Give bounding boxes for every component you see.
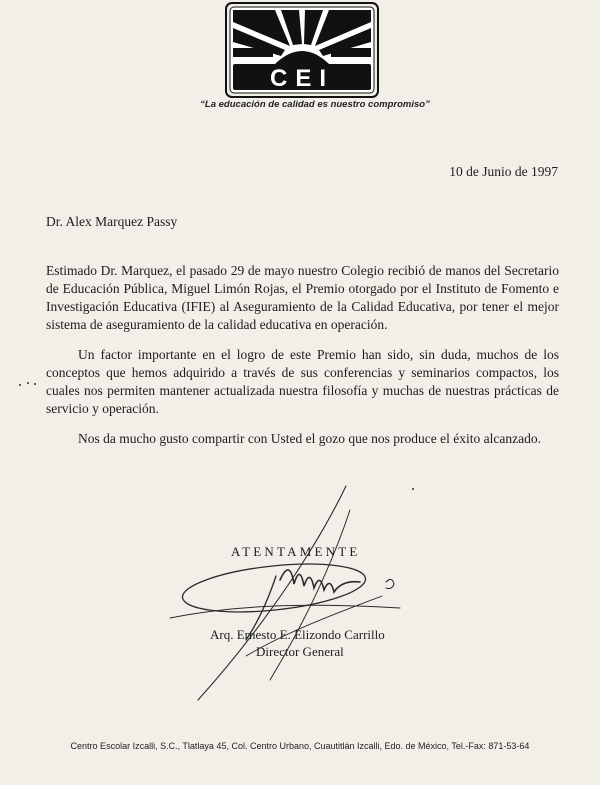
handwritten-signature — [150, 480, 450, 710]
closing: ATENTAMENTE — [231, 544, 361, 559]
cei-logo — [225, 2, 379, 98]
recipient: Dr. Alex Marquez Passy — [46, 214, 178, 229]
paragraph-1: Estimado Dr. Marquez, el pasado 29 de mayo nuestro Colegio recibió de manos del Secretario de Educación Pública, Miguel Limón Rojas, el Premio otorgado por el Instituto de Fomento e Investigación Educativa (IFIE) al Aseguramiento de la Calidad Educativa, por tener el mejor sistema de aseguramiento de la calidad educativa en operación. — [46, 263, 559, 332]
paragraph-3: Nos da mucho gusto compartir con Usted el gozo que nos produce el éxito alcanzado. — [78, 431, 541, 446]
letter-date: 10 de Junio de 1997 — [449, 164, 558, 179]
footer-address: Centro Escolar Izcalli, S.C., Tlatlaya 45, Col. Centro Urbano, Cuautitlán Izcalli, Edo. de México, Tel.-Fax: 871-53-64 — [70, 741, 530, 751]
paragraph-2: Un factor importante en el logro de este Premio han sido, sin duda, muchos de los conceptos que hemos adquirido a través de sus conferencias y seminarios compactos, los cuales nos permiten mantener actualizada nuestra filosofía y muchas de nuestras prácticas de servicio y operación. — [46, 347, 559, 416]
motto: “La educación de calidad es nuestro compromiso” — [200, 99, 430, 110]
logo-text: CEI — [269, 65, 335, 92]
ink-speck — [19, 384, 21, 386]
ink-speck — [27, 382, 29, 384]
signatory-name: Arq. Ernesto E. Elizondo Carrillo — [210, 627, 385, 642]
ink-speck — [34, 383, 36, 385]
signatory-title: Director General — [256, 644, 344, 659]
